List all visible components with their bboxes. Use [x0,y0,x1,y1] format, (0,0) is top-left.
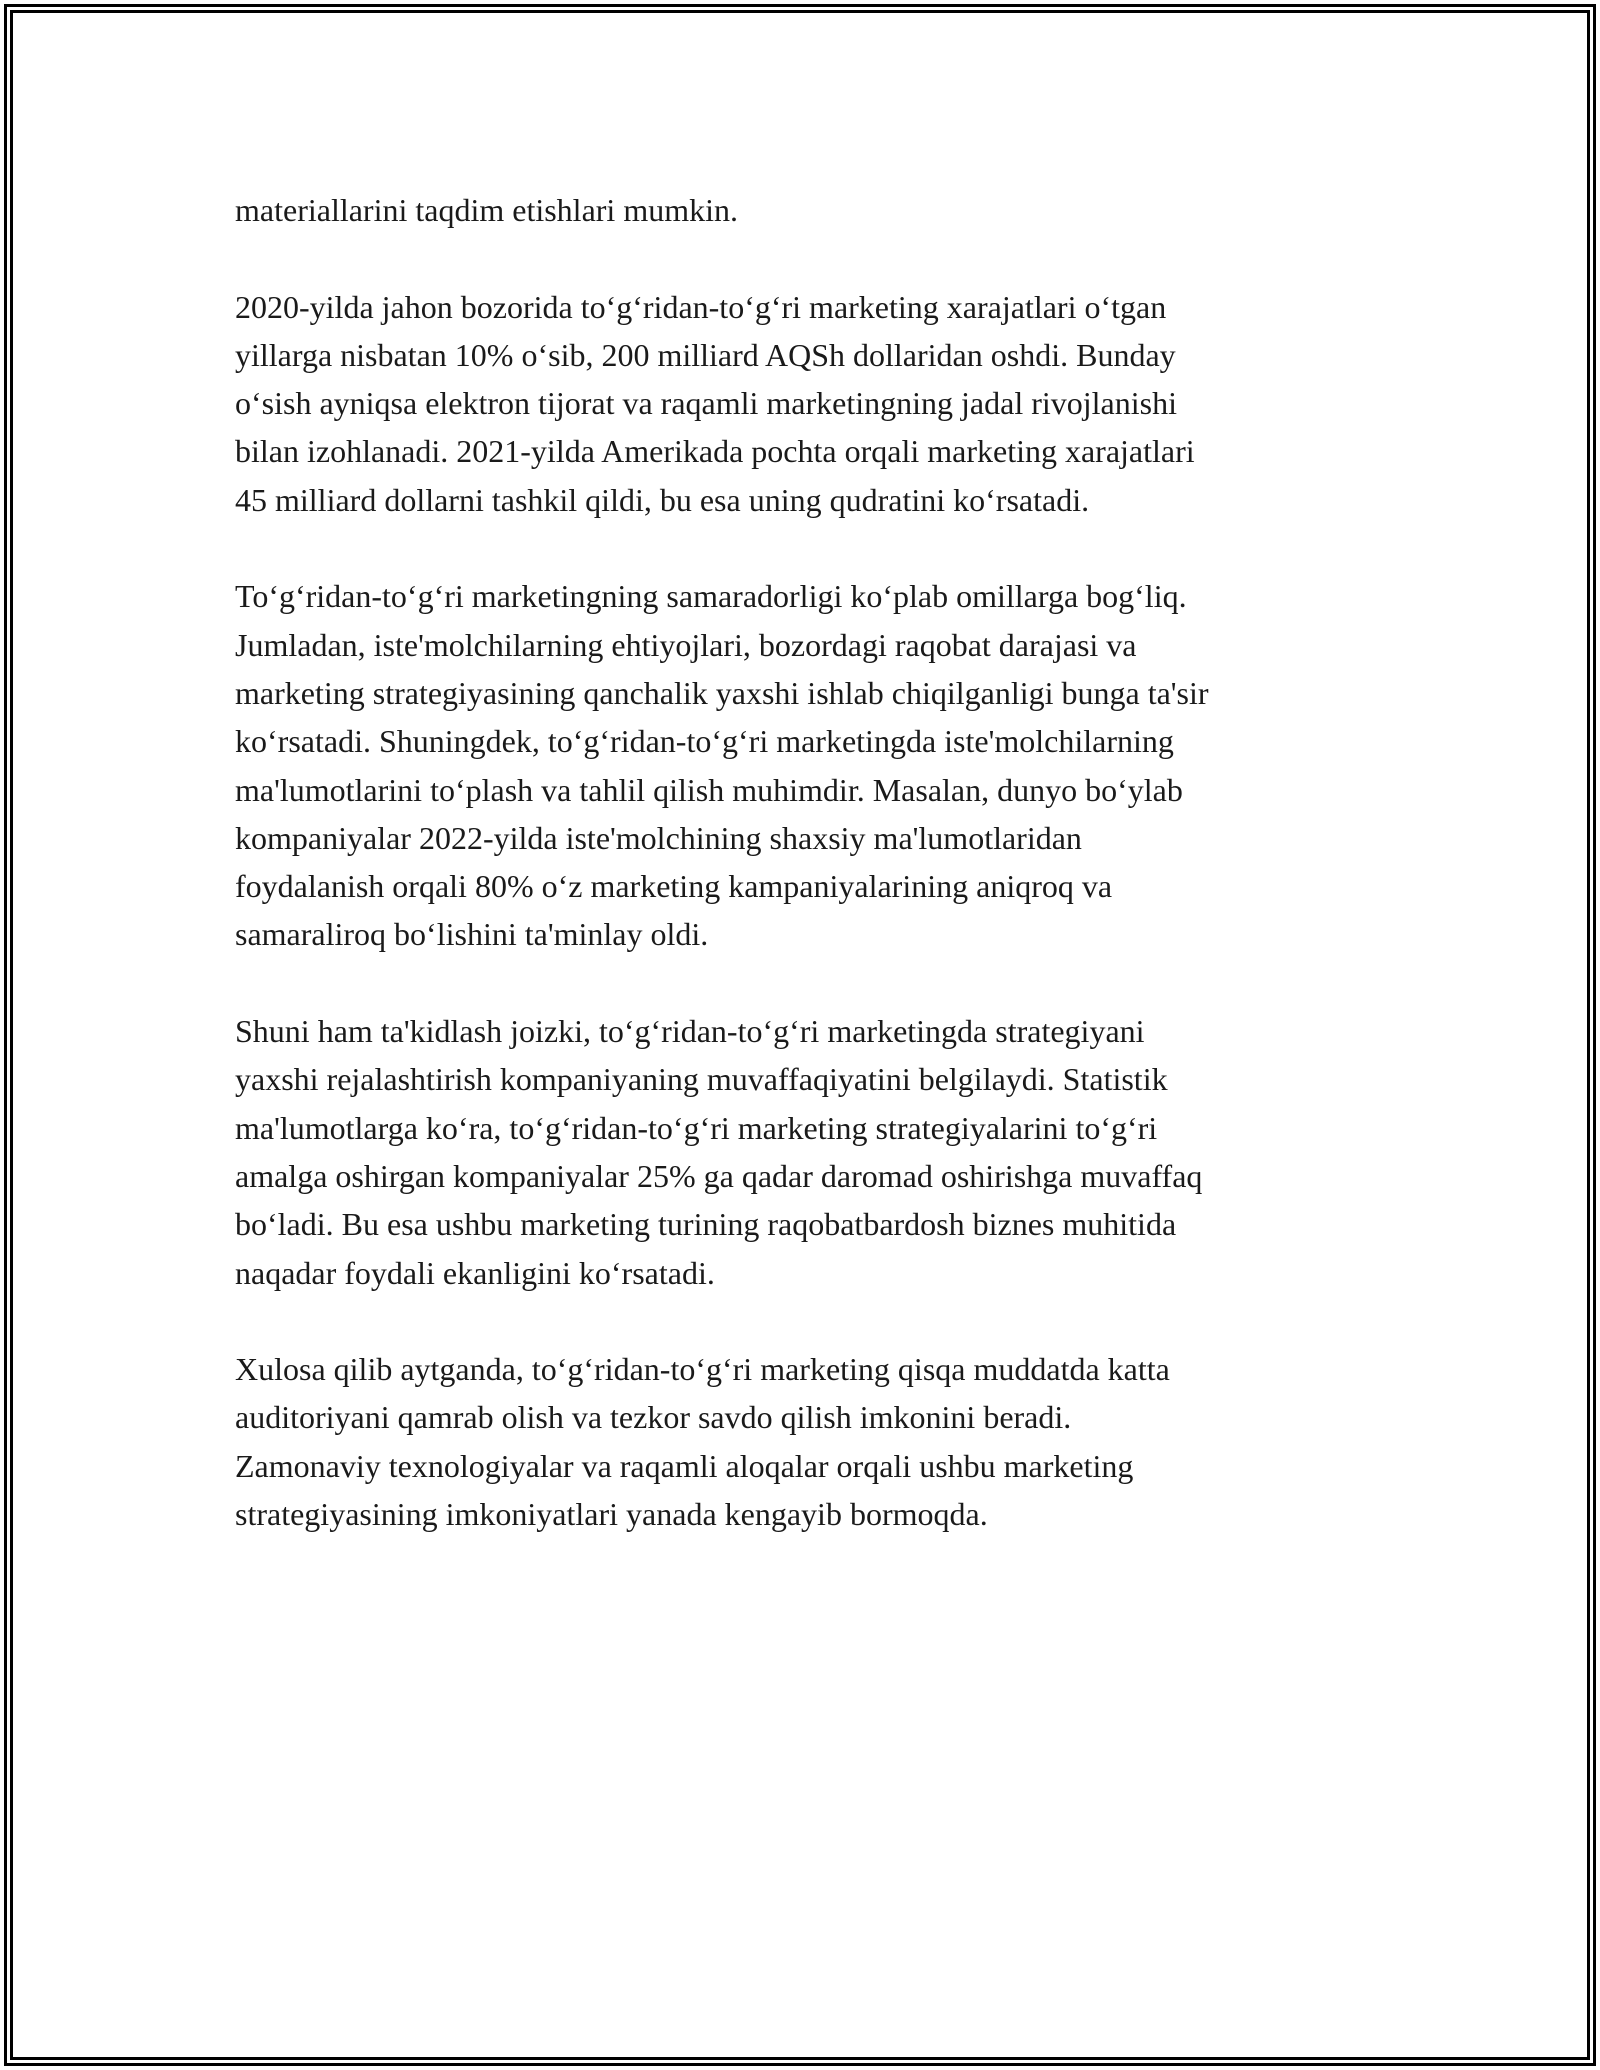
paragraph [235,572,1360,958]
text-line: bilan izohlanadi. 2021-yilda Amerikada pochta orqali marketing xarajatlari [235,433,1195,470]
paragraph [235,283,1360,524]
text-line: strategiyasining imkoniyatlari yanada kengayib bormoqda. [235,1496,988,1533]
text-line: auditoriyani qamrab olish va tezkor savdo qilish imkonini beradi. [235,1399,1072,1436]
text-line: ma'lumotlarga ko‘ra, to‘g‘ridan-to‘g‘ri marketing strategiyalarini to‘g‘ri [235,1109,1158,1146]
text-line: Zamonaviy texnologiyalar va raqamli aloqalar orqali ushbu marketing [235,1447,1134,1484]
text-line: materiallarini taqdim etishlari mumkin. [235,192,738,228]
text-line: Shuni ham ta'kidlash joizki, to‘g‘ridan-to‘g‘ri marketingda strategiyani [235,1013,1145,1050]
text-line: Xulosa qilib aytganda, to‘g‘ridan-to‘g‘ri marketing qisqa muddatda katta [235,1351,1170,1388]
text-line: To‘g‘ridan-to‘g‘ri marketingning samaradorligi ko‘plab omillarga bog‘liq. [235,578,1187,615]
text-line: 2020-yilda jahon bozorida to‘g‘ridan-to‘g‘ri marketing xarajatlari o‘tgan [235,288,1167,325]
document-body [235,186,1360,1587]
text-line: samaraliroq bo‘lishini ta'minlay oldi. [235,916,709,953]
text-line: yillarga nisbatan 10% o‘sib, 200 milliard AQSh dollaridan oshdi. Bunday [235,336,1176,373]
text-line: ko‘rsatadi. Shuningdek, to‘g‘ridan-to‘g‘ri marketingda iste'molchilarning [235,723,1174,760]
text-line: yaxshi rejalashtirish kompaniyaning muvaffaqiyatini belgilaydi. Statistik [235,1061,1168,1098]
text-line: ma'lumotlarini to‘plash va tahlil qilish muhimdir. Masalan, dunyo bo‘ylab [235,771,1183,808]
text-line: Jumladan, iste'molchilarning ehtiyojlari, bozordagi raqobat darajasi va [235,626,1137,663]
text-line: naqadar foydali ekanligini ko‘rsatadi. [235,1254,715,1291]
paragraph [235,1345,1360,1538]
text-line: marketing strategiyasining qanchalik yaxshi ishlab chiqilganligi bunga ta'sir [235,674,1209,711]
text-line: 45 milliard dollarni tashkil qildi, bu esa uning qudratini ko‘rsatadi. [235,481,1090,518]
text-line: bo‘ladi. Bu esa ushbu marketing turining raqobatbardosh biznes muhitida [235,1206,1177,1243]
paragraph [235,1007,1360,1297]
paragraph [235,186,1360,234]
text-line: o‘sish ayniqsa elektron tijorat va raqamli marketingning jadal rivojlanishi [235,385,1177,422]
text-line: kompaniyalar 2022-yilda iste'molchining shaxsiy ma'lumotlaridan [235,819,1082,856]
text-line: foydalanish orqali 80% o‘z marketing kampaniyalarining aniqroq va [235,868,1113,905]
text-line: amalga oshirgan kompaniyalar 25% ga qadar daromad oshirishga muvaffaq [235,1157,1203,1194]
